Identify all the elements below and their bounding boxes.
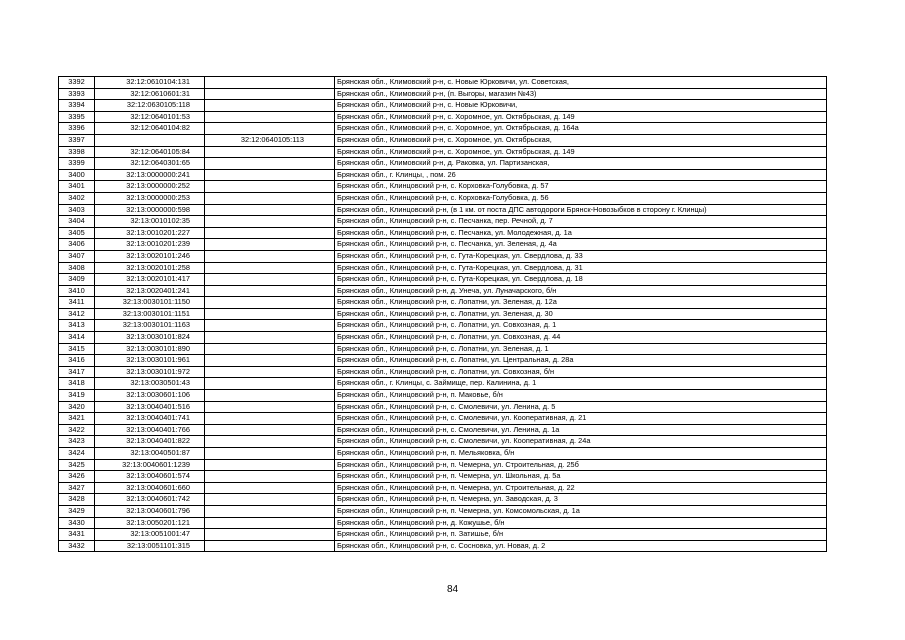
address-cell: Брянская обл., Климовский р-н, с. Новые Юрковичи, ул. Советская,	[335, 77, 827, 89]
table-row	[59, 285, 827, 297]
address-cell: Брянская обл., Клинцовский р-н, п. Чемерна, ул. Строительная, д. 22	[335, 482, 827, 494]
cadastral-number-cell: 32:13:0040601:1239	[95, 459, 205, 471]
table-row	[59, 320, 827, 332]
table-row	[59, 343, 827, 355]
secondary-cadastral-number-cell	[205, 216, 335, 228]
row-number-cell: 3405	[59, 227, 95, 239]
cadastral-number-cell: 32:12:0640301:65	[95, 158, 205, 170]
cadastral-number-cell: 32:13:0010201:227	[95, 227, 205, 239]
secondary-cadastral-number-cell	[205, 308, 335, 320]
address-cell: Брянская обл., Клинцовский р-н, с. Песчанка, пер. Речной, д. 7	[335, 216, 827, 228]
cadastral-number-cell: 32:13:0030101:961	[95, 355, 205, 367]
secondary-cadastral-number-cell	[205, 204, 335, 216]
address-cell: Брянская обл., Клинцовский р-н, с. Корховка-Голубовка, д. 57	[335, 181, 827, 193]
secondary-cadastral-number-cell	[205, 482, 335, 494]
table-row	[59, 250, 827, 262]
property-table-body	[59, 77, 827, 552]
address-cell: Брянская обл., Клинцовский р-н, п. Чемерна, ул. Заводская, д. 3	[335, 494, 827, 506]
row-number-cell: 3432	[59, 540, 95, 552]
property-table	[58, 76, 827, 552]
address-cell: Брянская обл., Клинцовский р-н, (в 1 км. от поста ДПС автодороги Брянск-Новозыбков в сторону г. Клинцы)	[335, 204, 827, 216]
address-cell: Брянская обл., Клинцовский р-н, д. Унеча, ул. Луначарского, б/н	[335, 285, 827, 297]
address-cell: Брянская обл., Клинцовский р-н, с. Сосновка, ул. Новая, д. 2	[335, 540, 827, 552]
row-number-cell: 3423	[59, 436, 95, 448]
address-cell: Брянская обл., Клинцовский р-н, с. Смолевичи, ул. Кооперативная, д. 24а	[335, 436, 827, 448]
table-row	[59, 332, 827, 344]
row-number-cell: 3425	[59, 459, 95, 471]
row-number-cell: 3430	[59, 517, 95, 529]
address-cell: Брянская обл., Климовский р-н, д. Раковка, ул. Партизанская,	[335, 158, 827, 170]
row-number-cell: 3410	[59, 285, 95, 297]
address-cell: Брянская обл., Клинцовский р-н, с. Лопатни, ул. Зеленая, д. 1	[335, 343, 827, 355]
address-cell: Брянская обл., Клинцовский р-н, с. Лопатни, ул. Центральная, д. 28а	[335, 355, 827, 367]
secondary-cadastral-number-cell	[205, 262, 335, 274]
address-cell: Брянская обл., Климовский р-н, с. Хоромное, ул. Октябрьская, д. 149	[335, 111, 827, 123]
row-number-cell: 3395	[59, 111, 95, 123]
address-cell: Брянская обл., Клинцовский р-н, п. Чемерна, ул. Школьная, д. 5а	[335, 471, 827, 483]
table-row	[59, 529, 827, 541]
table-row	[59, 134, 827, 146]
secondary-cadastral-number-cell	[205, 274, 335, 286]
secondary-cadastral-number-cell	[205, 285, 335, 297]
row-number-cell: 3429	[59, 505, 95, 517]
address-cell: Брянская обл., Клинцовский р-н, с. Песчанка, ул. Молодежная, д. 1а	[335, 227, 827, 239]
address-cell: Брянская обл., Клинцовский р-н, п. Чемерна, ул. Строительная, д. 25б	[335, 459, 827, 471]
row-number-cell: 3421	[59, 413, 95, 425]
secondary-cadastral-number-cell	[205, 448, 335, 460]
row-number-cell: 3427	[59, 482, 95, 494]
cadastral-number-cell: 32:13:0010102:35	[95, 216, 205, 228]
address-cell: Брянская обл., Климовский р-н, (п. Выгоры, магазин №43)	[335, 88, 827, 100]
cadastral-number-cell: 32:13:0040401:766	[95, 424, 205, 436]
secondary-cadastral-number-cell	[205, 424, 335, 436]
secondary-cadastral-number-cell	[205, 332, 335, 344]
row-number-cell: 3398	[59, 146, 95, 158]
table-row	[59, 274, 827, 286]
cadastral-number-cell: 32:13:0030601:106	[95, 390, 205, 402]
row-number-cell: 3424	[59, 448, 95, 460]
address-cell: Брянская обл., Климовский р-н, с. Хоромное, ул. Октябрьская, д. 164а	[335, 123, 827, 135]
address-cell: Брянская обл., Клинцовский р-н, с. Лопатни, ул. Совхозная, д. 44	[335, 332, 827, 344]
row-number-cell: 3396	[59, 123, 95, 135]
table-row	[59, 239, 827, 251]
address-cell: Брянская обл., Клинцовский р-н, с. Лопатни, ул. Совхозная, б/н	[335, 366, 827, 378]
secondary-cadastral-number-cell	[205, 517, 335, 529]
address-cell: Брянская обл., Климовский р-н, с. Хоромное, ул. Октябрьская,	[335, 134, 827, 146]
address-cell: Брянская обл., Климовский р-н, с. Хоромное, ул. Октябрьская, д. 149	[335, 146, 827, 158]
table-row	[59, 227, 827, 239]
row-number-cell: 3417	[59, 366, 95, 378]
table-row	[59, 355, 827, 367]
address-cell: Брянская обл., Клинцовский р-н, с. Гута-Корецкая, ул. Свердлова, д. 31	[335, 262, 827, 274]
row-number-cell: 3394	[59, 100, 95, 112]
cadastral-number-cell: 32:13:0000000:252	[95, 181, 205, 193]
row-number-cell: 3416	[59, 355, 95, 367]
secondary-cadastral-number-cell	[205, 529, 335, 541]
cadastral-number-cell: 32:13:0040401:741	[95, 413, 205, 425]
secondary-cadastral-number-cell	[205, 250, 335, 262]
row-number-cell: 3409	[59, 274, 95, 286]
row-number-cell: 3408	[59, 262, 95, 274]
cadastral-number-cell: 32:13:0040601:574	[95, 471, 205, 483]
address-cell: Брянская обл., Клинцовский р-н, п. Маковье, б/н	[335, 390, 827, 402]
secondary-cadastral-number-cell	[205, 494, 335, 506]
address-cell: Брянская обл., Клинцовский р-н, п. Затишье, б/н	[335, 529, 827, 541]
secondary-cadastral-number-cell	[205, 436, 335, 448]
secondary-cadastral-number-cell	[205, 146, 335, 158]
table-row	[59, 436, 827, 448]
secondary-cadastral-number-cell	[205, 239, 335, 251]
secondary-cadastral-number-cell	[205, 158, 335, 170]
row-number-cell: 3397	[59, 134, 95, 146]
row-number-cell: 3412	[59, 308, 95, 320]
table-row	[59, 540, 827, 552]
address-cell: Брянская обл., г. Клинцы, с. Займище, пер. Калинина, д. 1	[335, 378, 827, 390]
cadastral-number-cell: 32:13:0030101:1150	[95, 297, 205, 309]
cadastral-number-cell: 32:13:0020401:241	[95, 285, 205, 297]
secondary-cadastral-number-cell	[205, 505, 335, 517]
table-row	[59, 390, 827, 402]
table-row	[59, 123, 827, 135]
cadastral-number-cell: 32:13:0000000:598	[95, 204, 205, 216]
address-cell: Брянская обл., Клинцовский р-н, п. Чемерна, ул. Комсомольская, д. 1а	[335, 505, 827, 517]
cadastral-number-cell: 32:13:0040401:822	[95, 436, 205, 448]
secondary-cadastral-number-cell	[205, 169, 335, 181]
table-row	[59, 494, 827, 506]
address-cell: Брянская обл., г. Клинцы, , пом. 26	[335, 169, 827, 181]
table-row	[59, 169, 827, 181]
cadastral-number-cell: 32:13:0030101:972	[95, 366, 205, 378]
secondary-cadastral-number-cell	[205, 390, 335, 402]
address-cell: Брянская обл., Клинцовский р-н, п. Мельяковка, б/н	[335, 448, 827, 460]
secondary-cadastral-number-cell: 32:12:0640105:113	[205, 134, 335, 146]
address-cell: Брянская обл., Клинцовский р-н, с. Песчанка, ул. Зеленая, д. 4а	[335, 239, 827, 251]
table-row	[59, 100, 827, 112]
row-number-cell: 3393	[59, 88, 95, 100]
cadastral-number-cell: 32:13:0040601:660	[95, 482, 205, 494]
cadastral-number-cell: 32:13:0030501:43	[95, 378, 205, 390]
secondary-cadastral-number-cell	[205, 401, 335, 413]
secondary-cadastral-number-cell	[205, 343, 335, 355]
cadastral-number-cell: 32:13:0030101:1163	[95, 320, 205, 332]
table-row	[59, 401, 827, 413]
cadastral-number-cell: 32:13:0020101:258	[95, 262, 205, 274]
cadastral-number-cell: 32:13:0020101:246	[95, 250, 205, 262]
table-row	[59, 181, 827, 193]
page-number: 84	[446, 584, 459, 595]
row-number-cell: 3403	[59, 204, 95, 216]
cadastral-number-cell: 32:12:0610601:31	[95, 88, 205, 100]
address-cell: Брянская обл., Климовский р-н, с. Новые Юрковичи,	[335, 100, 827, 112]
row-number-cell: 3415	[59, 343, 95, 355]
address-cell: Брянская обл., Клинцовский р-н, с. Лопатни, ул. Зеленая, д. 12а	[335, 297, 827, 309]
secondary-cadastral-number-cell	[205, 471, 335, 483]
cadastral-number-cell: 32:13:0030101:890	[95, 343, 205, 355]
address-cell: Брянская обл., Клинцовский р-н, с. Смолевичи, ул. Ленина, д. 1а	[335, 424, 827, 436]
row-number-cell: 3413	[59, 320, 95, 332]
cadastral-number-cell: 32:12:0640101:53	[95, 111, 205, 123]
cadastral-number-cell	[95, 134, 205, 146]
row-number-cell: 3431	[59, 529, 95, 541]
cadastral-number-cell: 32:13:0051101:315	[95, 540, 205, 552]
row-number-cell: 3406	[59, 239, 95, 251]
secondary-cadastral-number-cell	[205, 227, 335, 239]
secondary-cadastral-number-cell	[205, 540, 335, 552]
table-row	[59, 448, 827, 460]
table-row	[59, 366, 827, 378]
secondary-cadastral-number-cell	[205, 378, 335, 390]
row-number-cell: 3411	[59, 297, 95, 309]
row-number-cell: 3428	[59, 494, 95, 506]
table-row	[59, 146, 827, 158]
secondary-cadastral-number-cell	[205, 123, 335, 135]
row-number-cell: 3407	[59, 250, 95, 262]
row-number-cell: 3419	[59, 390, 95, 402]
secondary-cadastral-number-cell	[205, 88, 335, 100]
row-number-cell: 3400	[59, 169, 95, 181]
address-cell: Брянская обл., Клинцовский р-н, с. Гута-Корецкая, ул. Свердлова, д. 18	[335, 274, 827, 286]
cadastral-number-cell: 32:13:0010201:239	[95, 239, 205, 251]
row-number-cell: 3402	[59, 192, 95, 204]
secondary-cadastral-number-cell	[205, 181, 335, 193]
address-cell: Брянская обл., Клинцовский р-н, с. Смолевичи, ул. Кооперативная, д. 21	[335, 413, 827, 425]
secondary-cadastral-number-cell	[205, 297, 335, 309]
secondary-cadastral-number-cell	[205, 192, 335, 204]
secondary-cadastral-number-cell	[205, 111, 335, 123]
table-row	[59, 471, 827, 483]
row-number-cell: 3414	[59, 332, 95, 344]
cadastral-number-cell: 32:13:0030101:824	[95, 332, 205, 344]
table-row	[59, 192, 827, 204]
table-row	[59, 297, 827, 309]
table-row	[59, 482, 827, 494]
table-row	[59, 77, 827, 89]
row-number-cell: 3426	[59, 471, 95, 483]
address-cell: Брянская обл., Клинцовский р-н, с. Смолевичи, ул. Ленина, д. 5	[335, 401, 827, 413]
row-number-cell: 3420	[59, 401, 95, 413]
secondary-cadastral-number-cell	[205, 459, 335, 471]
secondary-cadastral-number-cell	[205, 77, 335, 89]
table-row	[59, 424, 827, 436]
address-cell: Брянская обл., Клинцовский р-н, с. Корховка-Голубовка, д. 56	[335, 192, 827, 204]
cadastral-number-cell: 32:13:0020101:417	[95, 274, 205, 286]
address-cell: Брянская обл., Клинцовский р-н, с. Лопатни, ул. Совхозная, д. 1	[335, 320, 827, 332]
table-row	[59, 88, 827, 100]
row-number-cell: 3418	[59, 378, 95, 390]
table-row	[59, 204, 827, 216]
secondary-cadastral-number-cell	[205, 100, 335, 112]
table-row	[59, 413, 827, 425]
cadastral-number-cell: 32:13:0040601:742	[95, 494, 205, 506]
row-number-cell: 3392	[59, 77, 95, 89]
cadastral-number-cell: 32:12:0630105:118	[95, 100, 205, 112]
cadastral-number-cell: 32:13:0050201:121	[95, 517, 205, 529]
table-row	[59, 517, 827, 529]
address-cell: Брянская обл., Клинцовский р-н, с. Гута-Корецкая, ул. Свердлова, д. 33	[335, 250, 827, 262]
cadastral-number-cell: 32:12:0640105:84	[95, 146, 205, 158]
row-number-cell: 3404	[59, 216, 95, 228]
secondary-cadastral-number-cell	[205, 320, 335, 332]
table-row	[59, 505, 827, 517]
row-number-cell: 3422	[59, 424, 95, 436]
table-row	[59, 459, 827, 471]
cadastral-number-cell: 32:13:0040401:516	[95, 401, 205, 413]
table-row	[59, 308, 827, 320]
secondary-cadastral-number-cell	[205, 366, 335, 378]
address-cell: Брянская обл., Клинцовский р-н, с. Лопатни, ул. Зеленая, д. 30	[335, 308, 827, 320]
table-row	[59, 262, 827, 274]
table-row	[59, 158, 827, 170]
cadastral-number-cell: 32:13:0000000:253	[95, 192, 205, 204]
cadastral-number-cell: 32:13:0030101:1151	[95, 308, 205, 320]
cadastral-number-cell: 32:13:0040501:87	[95, 448, 205, 460]
table-row	[59, 111, 827, 123]
table-row	[59, 216, 827, 228]
cadastral-number-cell: 32:12:0640104:82	[95, 123, 205, 135]
cadastral-number-cell: 32:13:0000000:241	[95, 169, 205, 181]
cadastral-number-cell: 32:12:0610104:131	[95, 77, 205, 89]
address-cell: Брянская обл., Клинцовский р-н, д. Кожушье, б/н	[335, 517, 827, 529]
cadastral-number-cell: 32:13:0051001:47	[95, 529, 205, 541]
table-row	[59, 378, 827, 390]
cadastral-number-cell: 32:13:0040601:796	[95, 505, 205, 517]
secondary-cadastral-number-cell	[205, 355, 335, 367]
row-number-cell: 3401	[59, 181, 95, 193]
secondary-cadastral-number-cell	[205, 413, 335, 425]
row-number-cell: 3399	[59, 158, 95, 170]
